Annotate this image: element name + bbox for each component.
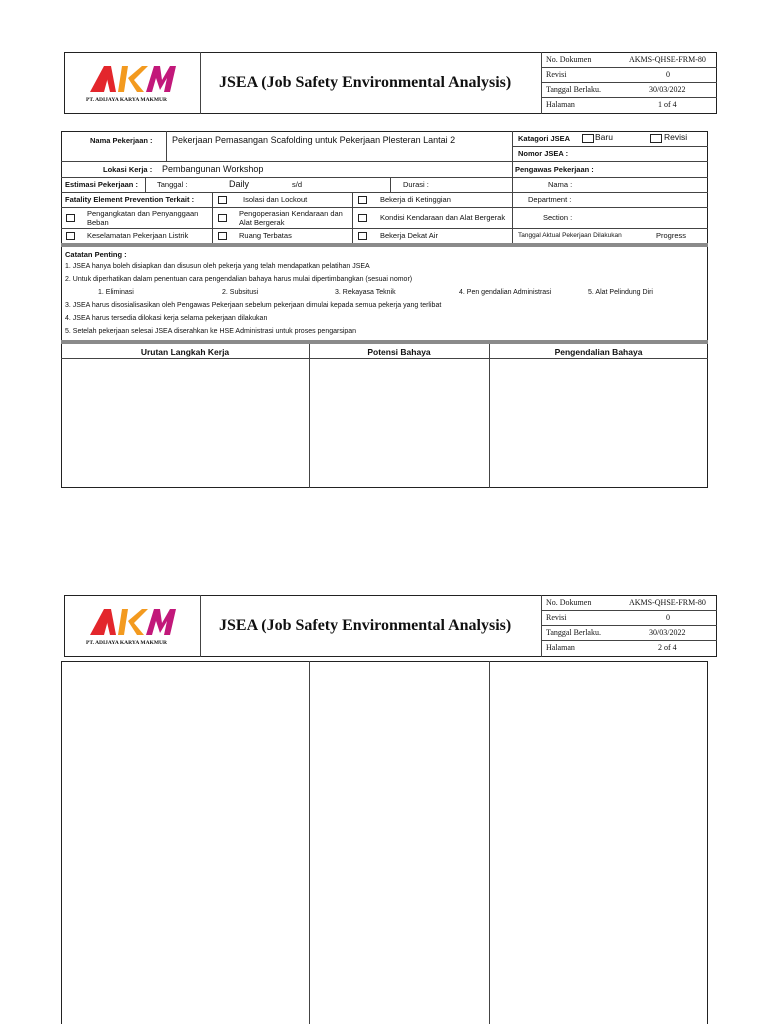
jsea-number-label: Nomor JSEA : bbox=[518, 149, 569, 158]
category-revision-label: Revisi bbox=[664, 132, 688, 142]
revision-label: Revisi bbox=[546, 70, 567, 79]
duration-label: Durasi : bbox=[403, 180, 429, 189]
section-label: Section : bbox=[543, 213, 573, 222]
electrical-safety-label: Keselamatan Pekerjaan Listrik bbox=[87, 231, 189, 240]
hierarchy-item: 4. Pen gendalian Administrasi bbox=[459, 289, 552, 296]
isolation-lockout-checkbox[interactable] bbox=[218, 196, 227, 204]
lifting-support-label-line2: Beban bbox=[87, 218, 109, 227]
hierarchy-item: 3. Rekayasa Teknik bbox=[335, 289, 396, 296]
page-value: 1 of 4 bbox=[658, 100, 677, 109]
job-name-value: Pekerjaan Pemasangan Scafolding untuk Pekerjaan Plesteran Lantai 2 bbox=[172, 135, 456, 145]
hierarchy-item: 5. Alat Pelindung Diri bbox=[588, 289, 653, 296]
electrical-safety-checkbox[interactable] bbox=[66, 232, 75, 240]
section-divider bbox=[61, 243, 708, 247]
confined-space-checkbox[interactable] bbox=[218, 232, 227, 240]
document-title: JSEA (Job Safety Environmental Analysis) bbox=[219, 74, 512, 91]
doc-no-value: AKMS-QHSE-FRM-80 bbox=[629, 55, 706, 64]
note-item: 4. JSEA harus tersedia dilokasi kerja selama pekerjaan dilakukan bbox=[65, 315, 268, 322]
revision-label: Revisi bbox=[546, 613, 567, 622]
job-name-label: Nama Pekerjaan : bbox=[90, 136, 153, 145]
hierarchy-item: 1. Eliminasi bbox=[98, 289, 134, 296]
effective-date-value: 30/03/2022 bbox=[649, 628, 686, 637]
hierarchy-item: 2. Subsitusi bbox=[222, 289, 259, 296]
fatality-label: Fatality Element Prevention Terkait : bbox=[65, 195, 195, 204]
near-water-checkbox[interactable] bbox=[358, 232, 367, 240]
category-label: Katagori JSEA bbox=[518, 134, 571, 143]
vehicle-operation-label-line1: Pengoperasian Kendaraan dan bbox=[239, 209, 343, 218]
doc-no-label: No. Dokumen bbox=[546, 55, 592, 64]
date-label: Tanggal : bbox=[157, 180, 188, 189]
date-value: Daily bbox=[229, 179, 250, 189]
category-revision-checkbox[interactable] bbox=[650, 134, 662, 143]
revision-value: 0 bbox=[666, 70, 670, 79]
doc-no-value: AKMS-QHSE-FRM-80 bbox=[629, 598, 706, 607]
isolation-lockout-label: Isolasi dan Lockout bbox=[243, 195, 308, 204]
category-new-checkbox[interactable] bbox=[582, 134, 594, 143]
near-water-label: Bekerja Dekat Air bbox=[380, 231, 438, 240]
lifting-support-checkbox[interactable] bbox=[66, 214, 75, 222]
doc-no-label: No. Dokumen bbox=[546, 598, 592, 607]
actual-date-label: Tanggal Aktual Pekerjaan Dilakukan bbox=[518, 232, 622, 239]
effective-date-value: 30/03/2022 bbox=[649, 85, 686, 94]
working-at-height-checkbox[interactable] bbox=[358, 196, 367, 204]
page-label: Halaman bbox=[546, 643, 575, 652]
note-item: 1. JSEA hanya boleh disiapkan dan disusun oleh pekerja yang telah mendapatkan pelatihan JSEA bbox=[65, 263, 370, 270]
location-label: Lokasi Kerja : bbox=[103, 165, 153, 174]
notes-title: Catatan Penting : bbox=[65, 250, 127, 259]
revision-value: 0 bbox=[666, 613, 670, 622]
company-name: PT. ADIJAYA KARYA MAKMUR bbox=[86, 97, 167, 103]
estimate-label: Estimasi Pekerjaan : bbox=[65, 180, 138, 189]
progress-label: Progress bbox=[656, 231, 687, 240]
page-label: Halaman bbox=[546, 100, 575, 109]
continuation-table bbox=[61, 661, 708, 1024]
col-header-controls: Pengendalian Bahaya bbox=[554, 347, 643, 357]
supervisor-label: Pengawas Pekerjaan : bbox=[515, 165, 594, 174]
note-item: 3. JSEA harus disosialisasikan oleh Pengawas Pekerjaan sebelum pekerjaan dimulai kepada semua pekerja yang terlibat bbox=[65, 302, 442, 309]
working-at-height-label: Bekerja di Ketinggian bbox=[380, 195, 451, 204]
effective-date-label: Tanggal Berlaku. bbox=[546, 85, 601, 94]
vehicle-condition-checkbox[interactable] bbox=[358, 214, 367, 222]
vehicle-operation-label-line2: Alat Bergerak bbox=[239, 218, 285, 227]
to-label: s/d bbox=[292, 180, 303, 189]
company-name: PT. ADIJAYA KARYA MAKMUR bbox=[86, 640, 167, 646]
table-divider bbox=[61, 340, 708, 344]
col-header-hazards: Potensi Bahaya bbox=[367, 347, 431, 357]
document-title: JSEA (Job Safety Environmental Analysis) bbox=[219, 617, 512, 634]
note-item: 2. Untuk diperhatikan dalam penentuan cara pengendalian bahaya harus mulai dipertimbangkan (sesuai nomor) bbox=[65, 276, 413, 283]
col-header-steps: Urutan Langkah Kerja bbox=[140, 347, 230, 357]
supervisor-name-label: Nama : bbox=[548, 180, 573, 189]
company-logo bbox=[86, 605, 181, 639]
lifting-support-label-line1: Pengangkatan dan Penyanggaan bbox=[87, 209, 199, 218]
vehicle-condition-label: Kondisi Kendaraan dan Alat Bergerak bbox=[380, 213, 506, 222]
note-item: 5. Setelah pekerjaan selesai JSEA diserahkan ke HSE Administrasi untuk proses pengarsipan bbox=[65, 328, 357, 335]
location-value: Pembangunan Workshop bbox=[162, 164, 264, 174]
category-new-label: Baru bbox=[595, 132, 613, 142]
effective-date-label: Tanggal Berlaku. bbox=[546, 628, 601, 637]
department-label: Department : bbox=[528, 195, 572, 204]
page-value: 2 of 4 bbox=[658, 643, 677, 652]
company-logo bbox=[86, 62, 181, 96]
confined-space-label: Ruang Terbatas bbox=[239, 231, 292, 240]
vehicle-operation-checkbox[interactable] bbox=[218, 214, 227, 222]
